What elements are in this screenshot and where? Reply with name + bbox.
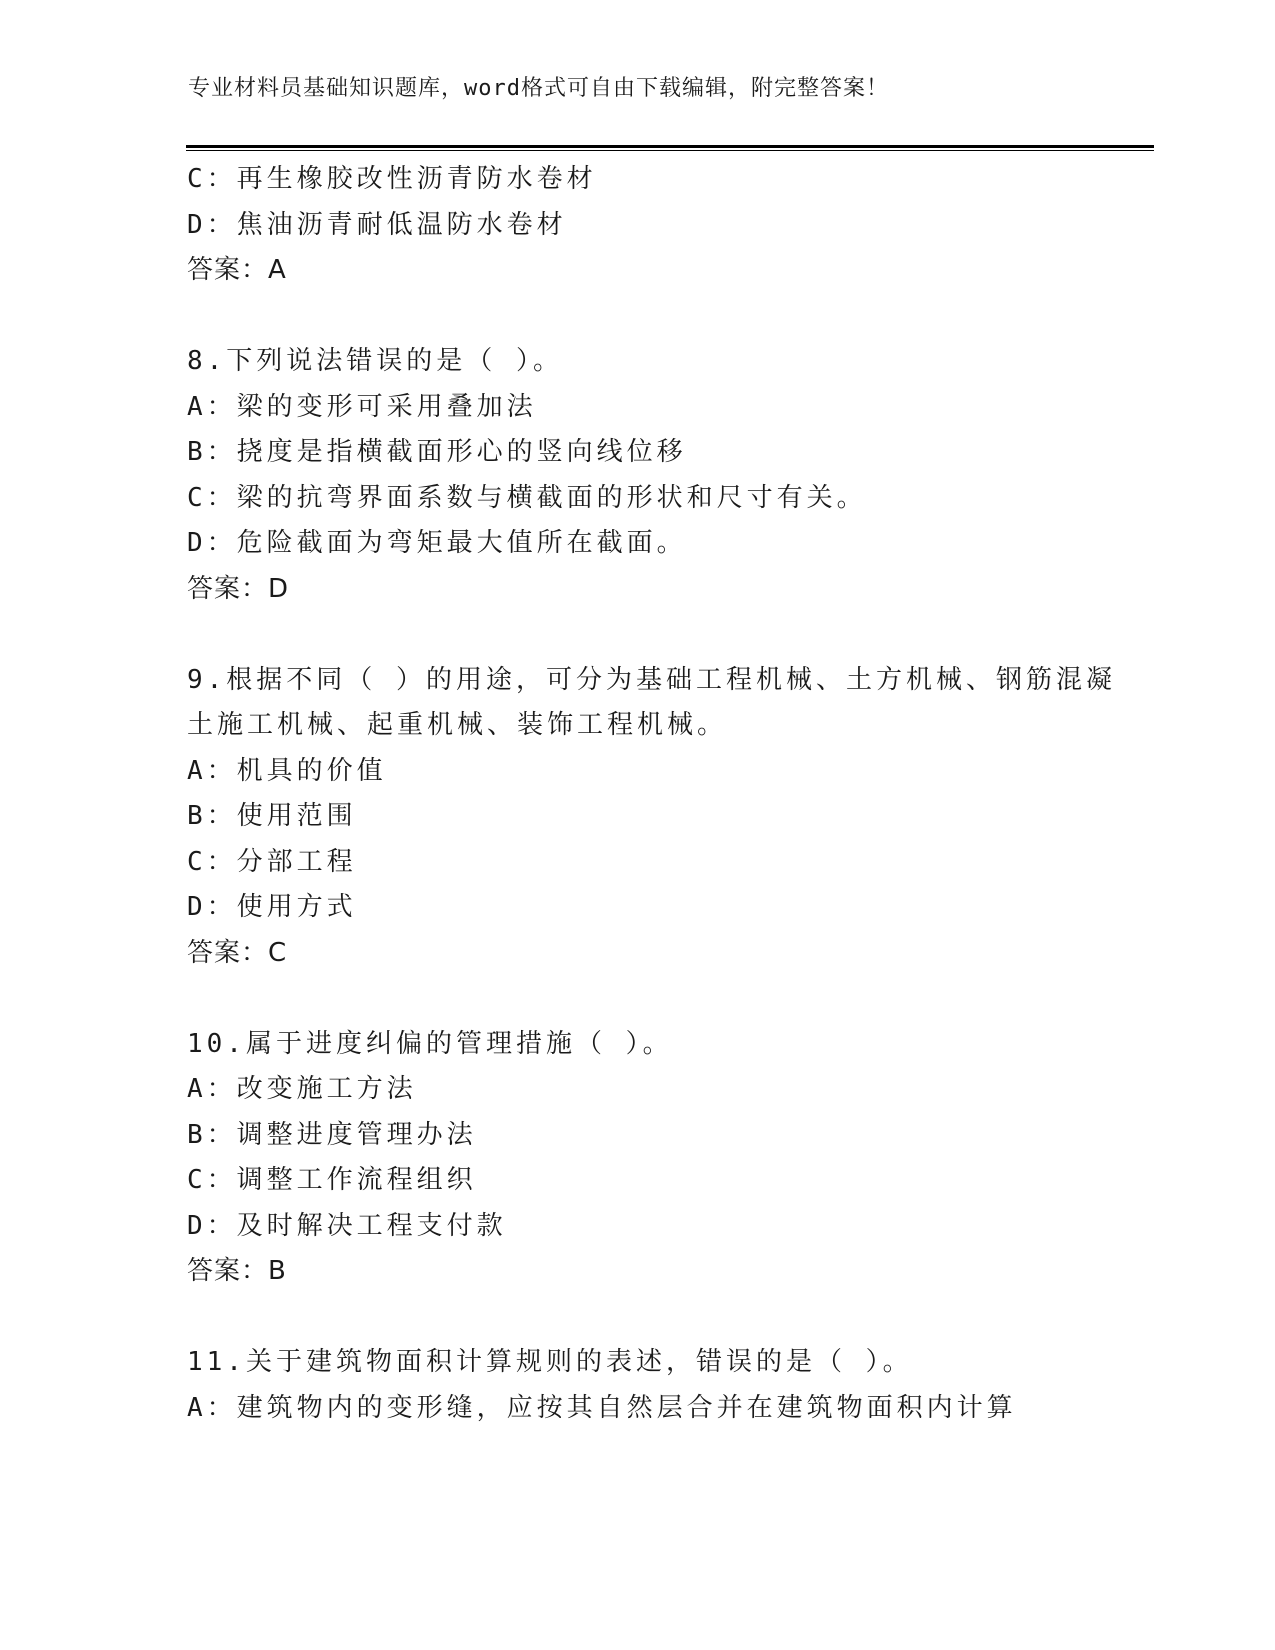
option-c: C：再生橡胶改性沥青防水卷材 bbox=[187, 164, 597, 194]
question-text: 9.根据不同（ ）的用途，可分为基础工程机械、土方机械、钢筋混凝 bbox=[187, 664, 1116, 695]
question-block bbox=[187, 1022, 1087, 1295]
question-block bbox=[187, 339, 1087, 612]
question-text: 10.属于进度纠偏的管理措施（ ）。 bbox=[187, 1028, 673, 1059]
question-block bbox=[187, 1340, 1087, 1431]
answer-line: 答案：C bbox=[187, 937, 288, 968]
option-c: C：调整工作流程组织 bbox=[187, 1165, 477, 1195]
answer-line: 答案：D bbox=[187, 573, 290, 604]
option-a: A：建筑物内的变形缝，应按其自然层合并在建筑物面积内计算 bbox=[187, 1392, 1017, 1423]
option-b: B：使用范围 bbox=[187, 801, 357, 831]
question-block bbox=[187, 157, 1087, 294]
option-d: D：焦油沥青耐低温防水卷材 bbox=[187, 209, 567, 240]
option-d: D：危险截面为弯矩最大值所在截面。 bbox=[187, 528, 687, 558]
option-d: D：使用方式 bbox=[187, 892, 357, 922]
option-a: A：机具的价值 bbox=[187, 755, 387, 786]
answer-line: 答案：A bbox=[187, 255, 287, 285]
header-rule-thin bbox=[186, 150, 1154, 151]
question-text-continued: 土施工机械、起重机械、装饰工程机械。 bbox=[187, 710, 728, 740]
question-text: 11.关于建筑物面积计算规则的表述，错误的是（ ）。 bbox=[187, 1347, 913, 1377]
question-content bbox=[187, 157, 1116, 1431]
block-gap bbox=[187, 1295, 1087, 1341]
block-gap bbox=[187, 612, 1087, 658]
option-b: B：调整进度管理办法 bbox=[187, 1119, 477, 1150]
option-b: B：挠度是指横截面形心的竖向线位移 bbox=[187, 437, 687, 467]
question-text: 8.下列说法错误的是（ ）。 bbox=[187, 346, 563, 376]
header-rule-thick bbox=[186, 145, 1154, 148]
page-header: 专业材料员基础知识题库，word格式可自由下载编辑，附完整答案！ bbox=[188, 76, 889, 101]
option-a: A：改变施工方法 bbox=[187, 1074, 417, 1104]
option-c: C：分部工程 bbox=[187, 846, 357, 877]
option-c: C：梁的抗弯界面系数与横截面的形状和尺寸有关。 bbox=[187, 482, 867, 513]
block-gap bbox=[187, 294, 1087, 340]
answer-line: 答案：B bbox=[187, 1256, 287, 1286]
block-gap bbox=[187, 976, 1087, 1022]
option-a: A：梁的变形可采用叠加法 bbox=[187, 391, 537, 422]
question-block bbox=[187, 658, 1116, 977]
option-d: D：及时解决工程支付款 bbox=[187, 1210, 507, 1241]
